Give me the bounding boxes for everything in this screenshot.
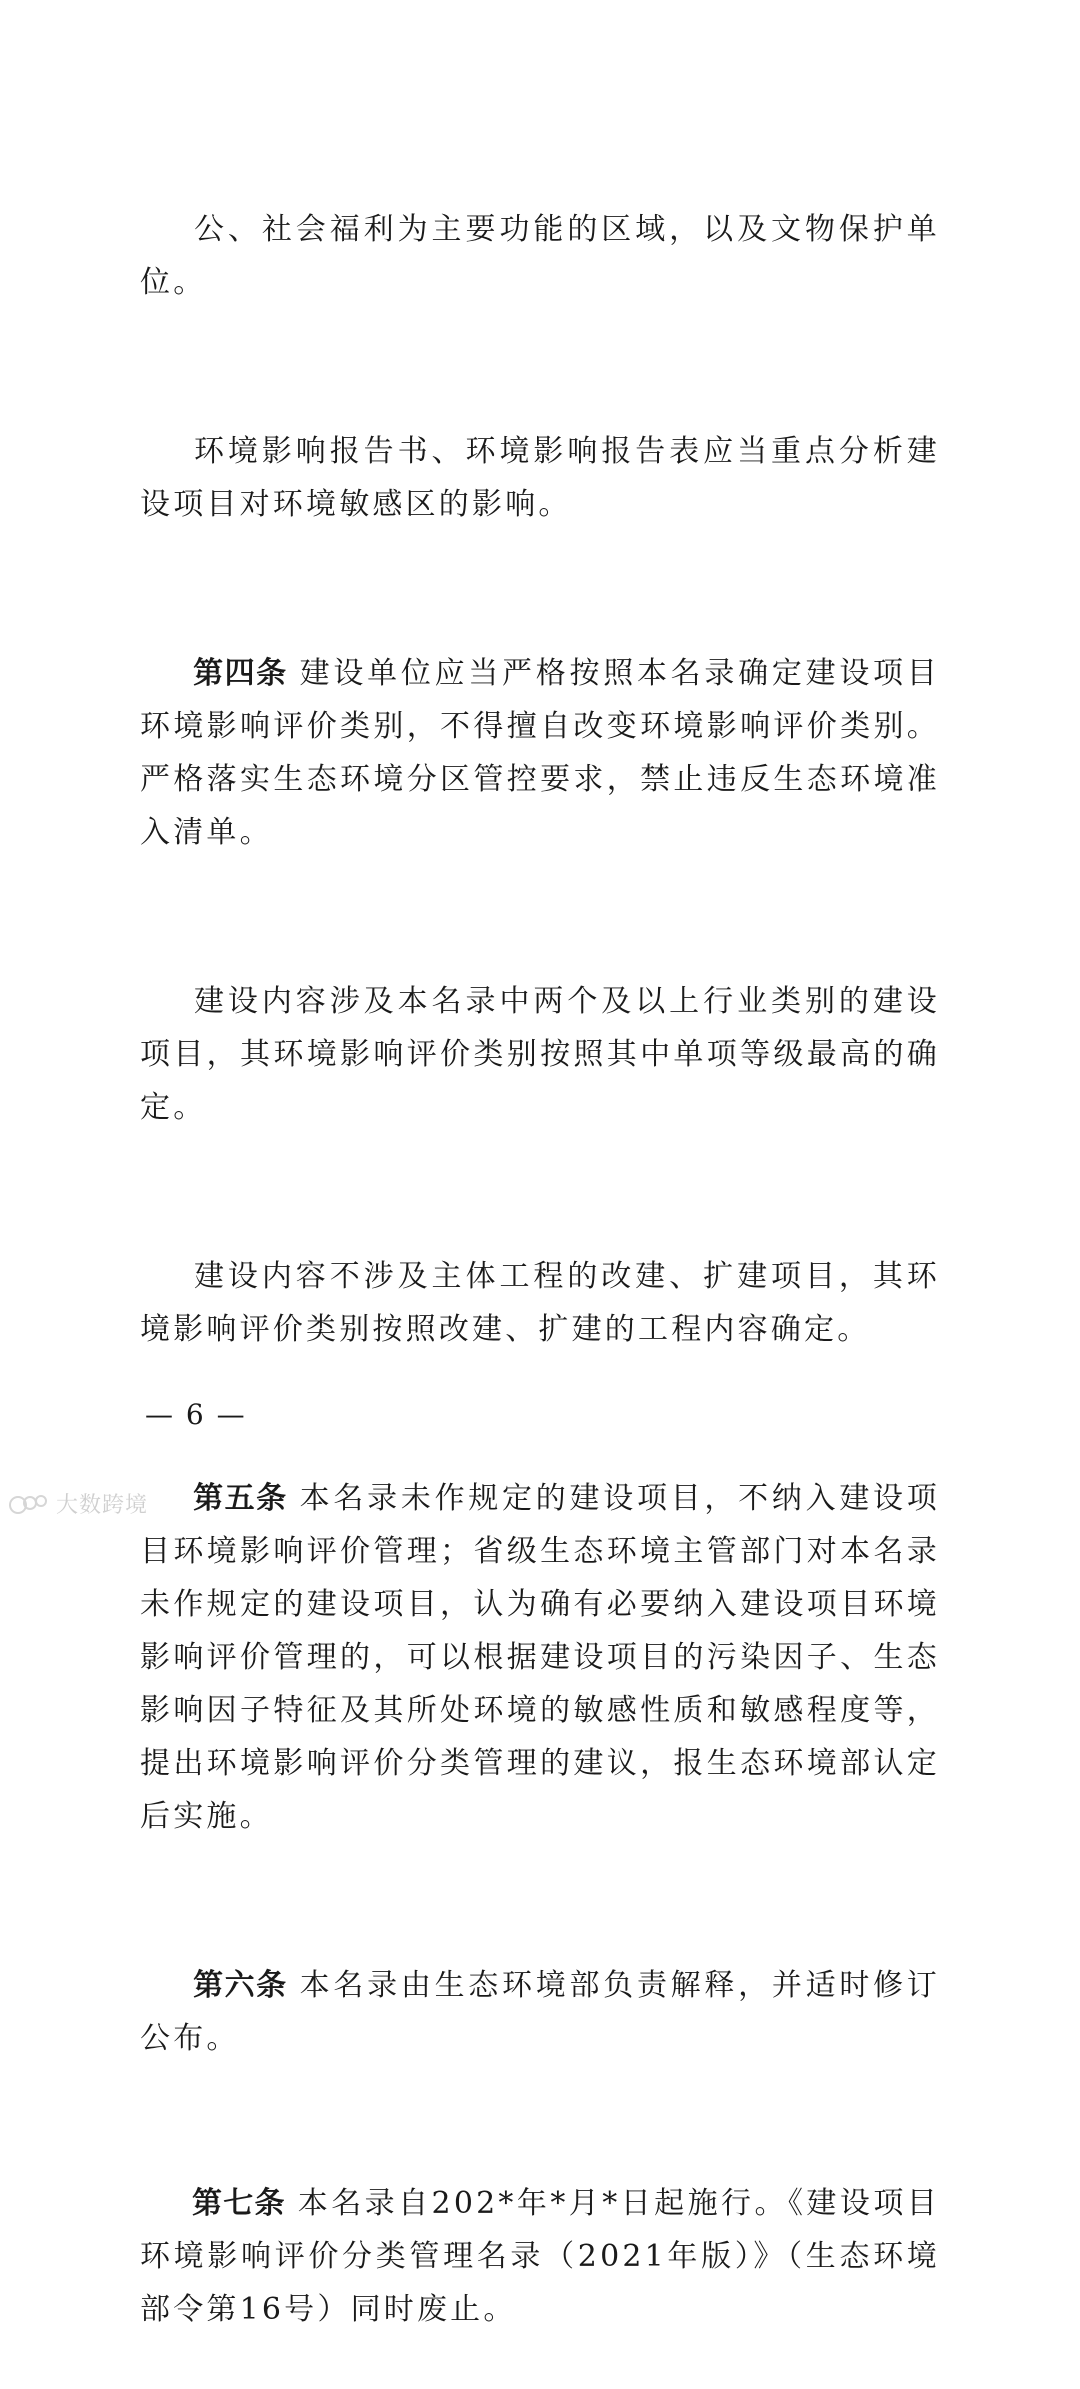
article-5 bbox=[140, 1419, 940, 1896]
paragraph-text: 公、社会福利为主要功能的区域，以及文物保护单位。 bbox=[140, 212, 940, 300]
article-4 bbox=[140, 594, 940, 912]
paragraph-text: 本名录未作规定的建设项目，不纳入建设项目环境影响评价管理；省级生态环境主管部门对本名录未作规定的建设项目，认为确有必要纳入建设项目环境影响评价管理的，可以根据建设项目的污染因子、生态影响因子特征及其所处环境的敏感性质和敏感程度等，提出环境影响评价分类管理的建议，报生态环境部认定后实施。 bbox=[140, 1481, 940, 1834]
page-number: — 6 — bbox=[145, 1398, 247, 1431]
paragraph-1 bbox=[140, 150, 940, 362]
watermark bbox=[8, 1488, 148, 1519]
paragraph-text: 建设内容不涉及主体工程的改建、扩建项目，其环境影响评价类别按照改建、扩建的工程内容确定。 bbox=[140, 1259, 940, 1347]
watermark-text: 大数跨境 bbox=[56, 1493, 149, 1518]
article-7 bbox=[140, 2124, 940, 2389]
article-heading: 第五条 bbox=[193, 1481, 288, 1516]
paragraph-text: 本名录自202*年*月*日起施行。《建设项目环境影响评价分类管理名录（2021年版）》（生态环境部令第16号）同时废止。 bbox=[140, 2186, 941, 2327]
watermark-logo-icon bbox=[8, 1489, 52, 1519]
article-heading: 第六条 bbox=[193, 1968, 288, 2003]
article-heading: 第七条 bbox=[191, 2186, 286, 2221]
paragraph-4 bbox=[140, 922, 940, 1187]
paragraph-5 bbox=[140, 1197, 940, 1409]
paragraph-text: 本名录由生态环境部负责解释，并适时修订公布。 bbox=[140, 1968, 940, 2056]
document-body bbox=[140, 150, 940, 2389]
article-6 bbox=[140, 1906, 940, 2118]
article-heading: 第四条 bbox=[193, 656, 288, 691]
paragraph-text: 建设内容涉及本名录中两个及以上行业类别的建设项目，其环境影响评价类别按照其中单项等级最高的确定。 bbox=[140, 984, 940, 1125]
paragraph-text: 环境影响报告书、环境影响报告表应当重点分析建设项目对环境敏感区的影响。 bbox=[140, 434, 940, 522]
paragraph-2 bbox=[140, 372, 940, 584]
paragraph-text: 建设单位应当严格按照本名录确定建设项目环境影响评价类别，不得擅自改变环境影响评价类别。严格落实生态环境分区管控要求，禁止违反生态环境准入清单。 bbox=[140, 656, 940, 850]
